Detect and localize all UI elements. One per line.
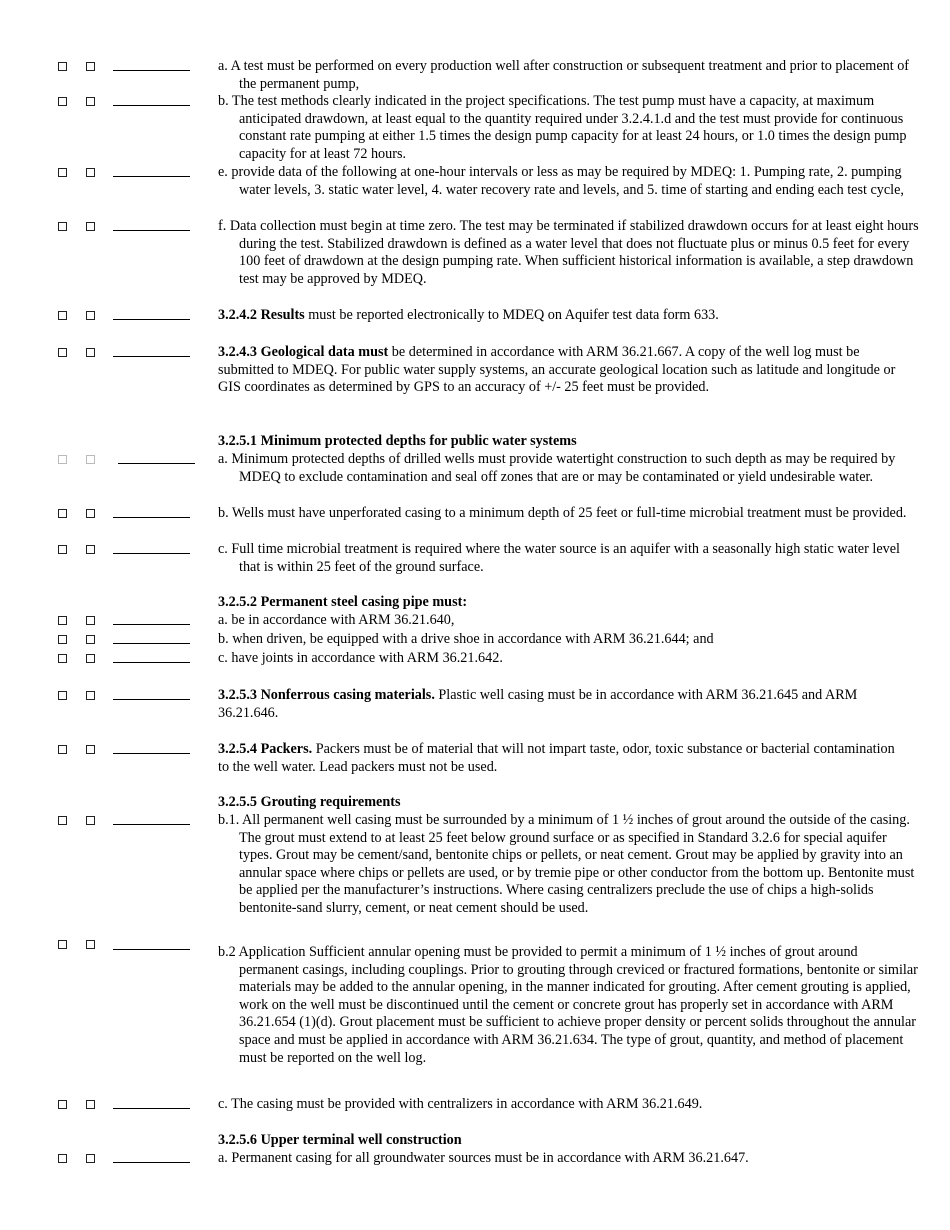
checkbox[interactable] <box>58 691 67 700</box>
checkbox[interactable] <box>86 222 95 231</box>
blank-line[interactable] <box>113 753 190 754</box>
item-text: a. A test must be performed on every production well after construction or subsequent treatment and prior to placement of the permanent pump, <box>218 58 910 92</box>
checkbox[interactable] <box>58 745 67 754</box>
checkbox[interactable] <box>58 654 67 663</box>
blank-line[interactable] <box>113 643 190 644</box>
item-text: c. Full time microbial treatment is required where the water source is an aquifer with a seasonally high static water level that is within 25 feet of the ground surface. <box>218 541 900 575</box>
checkbox[interactable] <box>58 509 67 518</box>
section-label: 3.2.4.3 Geological data must <box>218 344 389 360</box>
section-label: 3.2.4.2 Results <box>218 307 305 323</box>
checkbox[interactable] <box>86 509 95 518</box>
blank-line[interactable] <box>113 824 190 825</box>
checkbox[interactable] <box>58 545 67 554</box>
blank-line[interactable] <box>113 70 190 71</box>
section-body: Plastic well casing must be in accordance with ARM 36.21.645 and ARM 36.21.646. <box>218 687 858 721</box>
item-text: a. Permanent casing for all groundwater sources must be in accordance with ARM 36.21.647. <box>218 1150 749 1166</box>
section-heading: 3.2.5.1 Minimum protected depths for public water systems <box>218 433 577 449</box>
item-text: e. provide data of the following at one-hour intervals or less as may be required by MDEQ: 1. Pumping rate, 2. pumping water levels, 3. static water level, 4. water recovery rate and levels, and 5. time of starting and ending each test cycle, <box>218 164 904 198</box>
section-label: 3.2.5.3 Nonferrous casing materials. <box>218 687 435 703</box>
checkbox[interactable] <box>86 691 95 700</box>
checkbox[interactable] <box>58 816 67 825</box>
section-text <box>218 687 898 722</box>
blank-line[interactable] <box>113 176 190 177</box>
item-text: b.2 Application Sufficient annular opening must be provided to permit a minimum of 1 ½ inches of grout around permanent casings, including couplings. Prior to grouting through creviced or fractured formations, bentonite or similar materials may be added to the annular opening, in the manner indicated for grouting. After cement grouting is applied, work on the well must be discontinued until the cement or concrete grout has properly set in accordance with ARM 36.21.654 (1)(d). Grout placement must be sufficient to achieve proper density or percent solids throughout the annular space and must be applied in accordance with ARM 36.21.634. The type of grout, quantity, and method of placement must be reported on the well log. <box>218 944 918 1066</box>
checkbox[interactable] <box>58 168 67 177</box>
checkbox[interactable] <box>86 311 95 320</box>
blank-line[interactable] <box>113 662 190 663</box>
blank-line[interactable] <box>113 319 190 320</box>
checkbox[interactable] <box>58 222 67 231</box>
checkbox[interactable] <box>86 940 95 949</box>
checkbox[interactable] <box>58 616 67 625</box>
checkbox[interactable] <box>86 168 95 177</box>
checkbox[interactable] <box>58 348 67 357</box>
section-body: be determined in accordance with ARM 36.21.667. A copy of the well log must be submitted to MDEQ. For public water supply systems, an accurate geological location such as latitude and longitude or GIS coordinates as determined by GPS to an accuracy of +/- 25 feet must be provided. <box>218 344 896 396</box>
item-text: f. Data collection must begin at time zero. The test may be terminated if stabilized drawdown occurs for at least eight hours during the test. Stabilized drawdown is defined as a water level that does not fluctuate plus or minus 0.5 feet for every 100 feet of drawdown at the design pumping rate. When sufficient historical information is available, a step drawdown test may be approved by MDEQ. <box>218 218 919 287</box>
checkbox[interactable] <box>86 1100 95 1109</box>
blank-line[interactable] <box>113 1108 190 1109</box>
item-text: a. Minimum protected depths of drilled wells must provide watertight construction to such depth as may be required by MDEQ to exclude contamination and seal off zones that are or may be contaminated or yield undesirable water. <box>218 451 896 485</box>
section-heading: 3.2.5.5 Grouting requirements <box>218 794 401 810</box>
checkbox[interactable] <box>58 311 67 320</box>
item-text: c. The casing must be provided with centralizers in accordance with ARM 36.21.649. <box>218 1096 703 1112</box>
item-text: b. when driven, be equipped with a drive shoe in accordance with ARM 36.21.644; and <box>218 631 714 647</box>
item-text: b.1. All permanent well casing must be surrounded by a minimum of 1 ½ inches of grout around the outside of the casing. The grout must extend to at least 25 feet below ground surface or as specified in Standard 3.2.6 for special aquifer types. Grout may be cement/sand, bentonite chips or pellets, or neat cement. Grout may be applied by gravity into an annular space where chips or pellets are used, or by tremie pipe or other conductor from the bottom up. Bentonite must be applied per the manufacturer’s instructions. Where casing centralizers preclude the use of chips a high-solids bentonite-sand slurry, cement, or neat cement should be used. <box>218 812 915 916</box>
section-text <box>218 307 898 325</box>
blank-line[interactable] <box>118 463 195 464</box>
section-heading: 3.2.5.6 Upper terminal well construction <box>218 1132 462 1148</box>
item-text: c. have joints in accordance with ARM 36.21.642. <box>218 650 503 666</box>
checkbox[interactable] <box>58 455 67 464</box>
section-text <box>218 741 898 776</box>
checkbox[interactable] <box>58 1154 67 1163</box>
checkbox[interactable] <box>86 545 95 554</box>
blank-line[interactable] <box>113 624 190 625</box>
item-text: b. Wells must have unperforated casing to a minimum depth of 25 feet or full-time microbial treatment must be provided. <box>218 505 907 521</box>
checkbox[interactable] <box>86 455 95 464</box>
checkbox[interactable] <box>86 348 95 357</box>
checkbox[interactable] <box>86 62 95 71</box>
checkbox[interactable] <box>58 62 67 71</box>
checkbox[interactable] <box>86 1154 95 1163</box>
item-text: a. be in accordance with ARM 36.21.640, <box>218 612 455 628</box>
section-label: 3.2.5.4 Packers. <box>218 741 313 757</box>
blank-line[interactable] <box>113 517 190 518</box>
section-body: must be reported electronically to MDEQ on Aquifer test data form 633. <box>304 307 719 323</box>
blank-line[interactable] <box>113 699 190 700</box>
checkbox[interactable] <box>86 97 95 106</box>
checkbox[interactable] <box>86 635 95 644</box>
section-heading: 3.2.5.2 Permanent steel casing pipe must: <box>218 594 468 610</box>
blank-line[interactable] <box>113 356 190 357</box>
item-text: b. The test methods clearly indicated in the project specifications. The test pump must have a capacity, at maximum anticipated drawdown, at least equal to the quantity required under 3.2.4.1.d and the test must provide for continuous constant rate pumping at either 1.5 times the design pump capacity for at least 24 hours, or 1.0 times the design pump capacity for at least 72 hours. <box>218 93 907 162</box>
checkbox[interactable] <box>58 635 67 644</box>
checkbox[interactable] <box>58 940 67 949</box>
section-text <box>218 344 898 397</box>
checkbox[interactable] <box>58 97 67 106</box>
checkbox[interactable] <box>86 816 95 825</box>
blank-line[interactable] <box>113 105 190 106</box>
checkbox[interactable] <box>86 654 95 663</box>
blank-line[interactable] <box>113 230 190 231</box>
blank-line[interactable] <box>113 553 190 554</box>
checkbox[interactable] <box>86 745 95 754</box>
checkbox[interactable] <box>86 616 95 625</box>
blank-line[interactable] <box>113 1162 190 1163</box>
checkbox[interactable] <box>58 1100 67 1109</box>
blank-line[interactable] <box>113 949 190 950</box>
section-body: Packers must be of material that will not impart taste, odor, toxic substance or bacterial contamination to the well water. Lead packers must not be used. <box>218 741 895 775</box>
